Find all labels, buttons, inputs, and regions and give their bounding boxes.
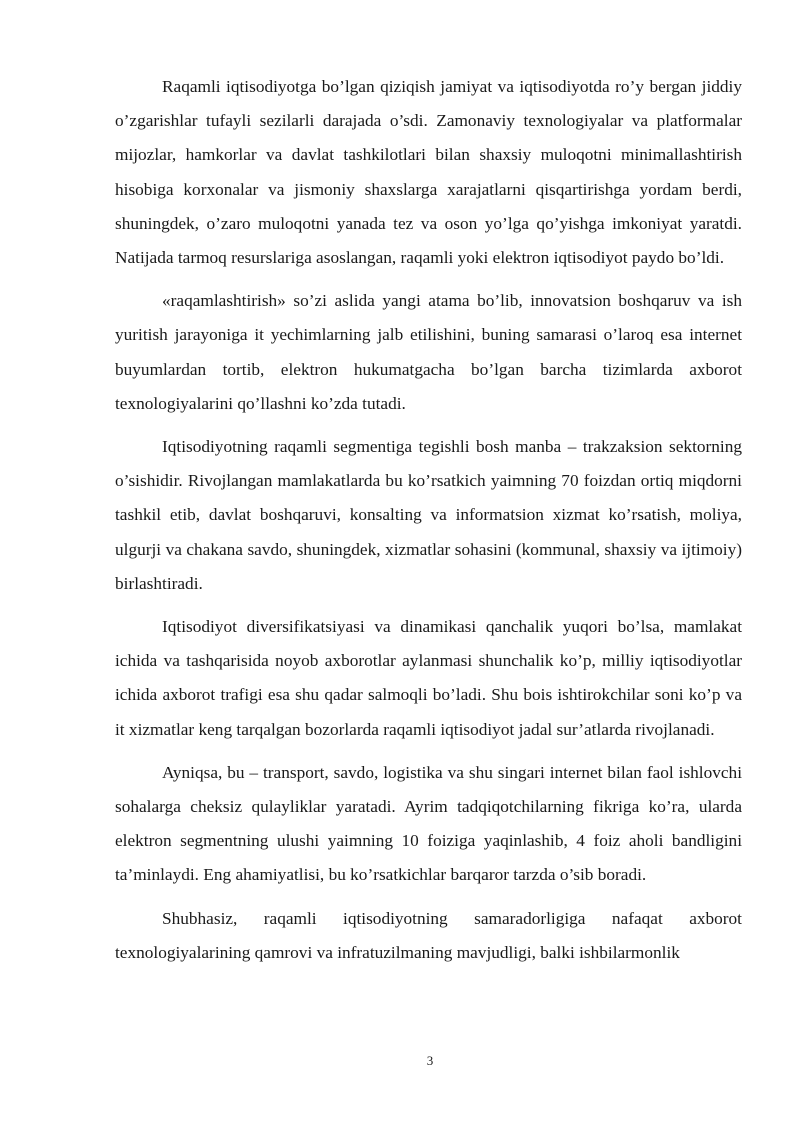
paragraph-3: Iqtisodiyotning raqamli segmentiga tegishli bosh manba – trakzaksion sektorning o’sishidir. Rivojlangan mamlakatlarda bu ko’rsatkich yaimning 70 foizdan ortiq miqdorni tashkil etib, davlat boshqaruvi, konsalting va informatsion xizmat ko’rsatish, moliya, ulgurji va chakana savdo, shuningdek, xizmatlar sohasini (kommunal, shaxsiy va ijtimoiy) birlashtiradi.	[115, 437, 742, 593]
paragraph-1: Raqamli iqtisodiyotga bo’lgan qiziqish jamiyat va iqtisodiyotda ro’y bergan jiddiy o’zgarishlar tufayli sezilarli darajada o’sdi. Zamonaviy texnologiyalar va platformalar mijozlar, hamkorlar va davlat tashkilotlari bilan shaxsiy muloqotni minimallashtirish hisobiga korxonalar va jismoniy shaxslarga xarajatlarni qisqartirishga yordam berdi, shuningdek, o’zaro muloqotni yanada tez va oson yo’lga qo’yishga imkoniyat yaratdi. Natijada tarmoq resurslariga asoslangan, raqamli yoki elektron iqtisodiyot paydo bo’ldi.	[115, 77, 742, 268]
paragraph-5: Ayniqsa, bu – transport, savdo, logistika va shu singari internet bilan faol ishlovchi sohalarga cheksiz qulayliklar yaratadi. Ayrim tadqiqotchilarning fikriga ko’ra, ularda elektron segmentning ulushi yaimning 10 foiziga yaqinlashib, 4 foiz aholi bandligini ta’minlaydi. Eng ahamiyatlisi, bu ko’rsatkichlar barqaror tarzda o’sib boradi.	[115, 762, 742, 885]
paragraph-4: Iqtisodiyot diversifikatsiyasi va dinamikasi qanchalik yuqori bo’lsa, mamlakat ichida va tashqarisida noyob axborotlar aylanmasi shunchalik ko’p, milliy iqtisodiyotlar ichida axborot trafigi esa shu qadar salmoqli bo’ladi. Shu bois ishtirokchilar soni ko’p va it xizmatlar keng tarqalgan bozorlarda raqamli iqtisodiyot jadal sur’atlarda rivojlanadi.	[115, 617, 742, 739]
paragraph-2: «raqamlashtirish» so’zi aslida yangi atama bo’lib, innovatsion boshqaruv va ish yuritish jarayoniga it yechimlarning jalb etilishini, buning samarasi o’laroq esa internet buyumlardan tortib, elektron hukumatgacha bo’lgan barcha tizimlarda axborot texnologiyalarini qo’llashni ko’zda tutadi.	[115, 291, 742, 413]
paragraph-6: Shubhasiz, raqamli iqtisodiyotning samaradorligiga nafaqat axborot texnologiyalarining qamrovi va infratuzilmaning mavjudligi, balki ishbilarmonlik	[115, 908, 742, 962]
page-number: 3	[426, 1053, 434, 1068]
document-page	[115, 70, 742, 979]
